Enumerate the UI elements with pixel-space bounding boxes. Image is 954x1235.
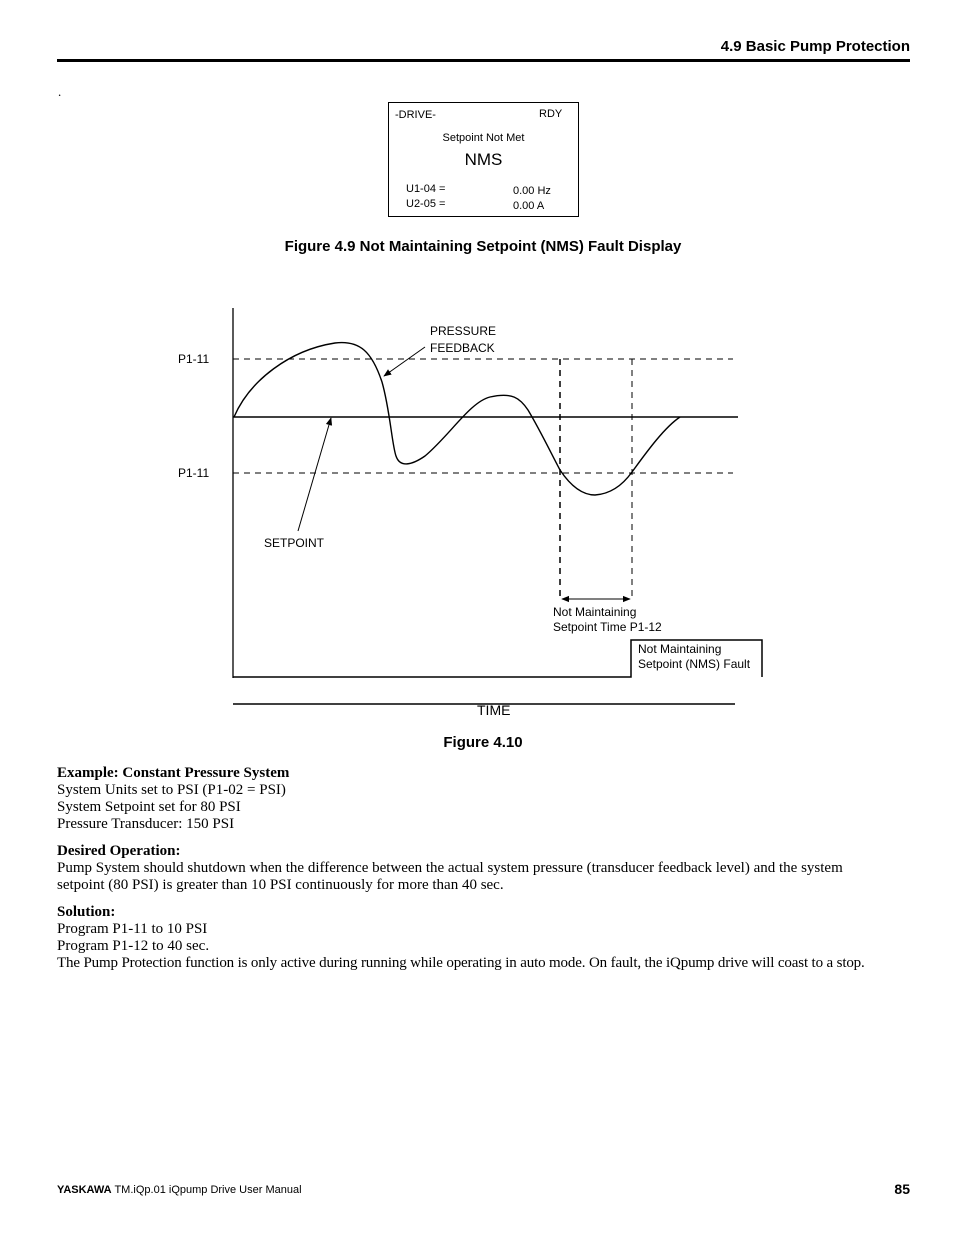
example-line: System Setpoint set for 80 PSI bbox=[57, 799, 241, 815]
figure-4-9-caption: Figure 4.9 Not Maintaining Setpoint (NMS) Fault Display bbox=[284, 238, 682, 255]
desired-line: setpoint (80 PSI) is greater than 10 PSI continuously for more than 40 sec. bbox=[57, 877, 504, 893]
section-title: 4.9 Basic Pump Protection bbox=[720, 38, 910, 55]
fault-label: Not Maintaining bbox=[638, 642, 722, 656]
example-line: Pressure Transducer: 150 PSI bbox=[57, 816, 235, 832]
pressure-feedback-curve bbox=[234, 343, 680, 495]
header-rule bbox=[57, 59, 910, 62]
solution-line: Program P1-12 to 40 sec. bbox=[57, 938, 210, 954]
display-message: Setpoint Not Met bbox=[442, 132, 525, 144]
example-line: System Units set to PSI (P1-02 = PSI) bbox=[57, 782, 286, 798]
setpoint-label: SETPOINT bbox=[264, 536, 325, 550]
footer-manual bbox=[57, 1184, 302, 1196]
solution-section bbox=[57, 904, 927, 972]
display-fault-code: NMS bbox=[464, 150, 503, 169]
stray-mark: . bbox=[58, 84, 62, 99]
desired-heading: Desired Operation: bbox=[57, 843, 181, 859]
desired-line: Pump System should shutdown when the difference between the actual system pressure (transducer feedback level) and the system bbox=[57, 860, 843, 876]
display-mode: -DRIVE- bbox=[395, 109, 436, 121]
display-row-label: U1-04 = bbox=[406, 183, 446, 195]
nms-time-label: Setpoint Time P1-12 bbox=[553, 620, 662, 634]
example-section bbox=[57, 765, 917, 833]
page-number: 85 bbox=[894, 1181, 910, 1197]
desired-operation-section bbox=[57, 843, 917, 894]
upper-limit-label: P1-11 bbox=[178, 352, 210, 366]
figure-4-10-caption: Figure 4.10 bbox=[443, 734, 523, 751]
feedback-label: PRESSURE bbox=[430, 324, 497, 338]
display-row-label: U2-05 = bbox=[406, 198, 446, 210]
feedback-pointer bbox=[384, 347, 425, 376]
solution-heading: Solution: bbox=[57, 904, 116, 920]
nms-timing-diagram bbox=[0, 290, 954, 730]
x-axis-label: TIME bbox=[477, 702, 511, 718]
fault-label: Setpoint (NMS) Fault bbox=[638, 657, 751, 671]
display-row-value: 0.00 A bbox=[513, 200, 545, 212]
display-status: RDY bbox=[539, 108, 563, 120]
nms-time-label: Not Maintaining bbox=[553, 605, 637, 619]
lower-limit-label: P1-11 bbox=[178, 466, 210, 480]
setpoint-pointer bbox=[298, 418, 331, 531]
display-row-value: 0.00 Hz bbox=[513, 185, 551, 197]
footer-manual-title: TM.iQp.01 iQpump Drive User Manual bbox=[111, 1184, 302, 1196]
solution-line: The Pump Protection function is only active during running while operating in auto mode. On fault, the iQpump drive will coast to a stop. bbox=[57, 955, 865, 971]
solution-line: Program P1-11 to 10 PSI bbox=[57, 921, 208, 937]
keypad-display bbox=[388, 102, 579, 217]
footer-brand: YASKAWA bbox=[57, 1184, 112, 1196]
feedback-label: FEEDBACK bbox=[430, 341, 495, 355]
example-heading: Example: Constant Pressure System bbox=[57, 765, 290, 781]
